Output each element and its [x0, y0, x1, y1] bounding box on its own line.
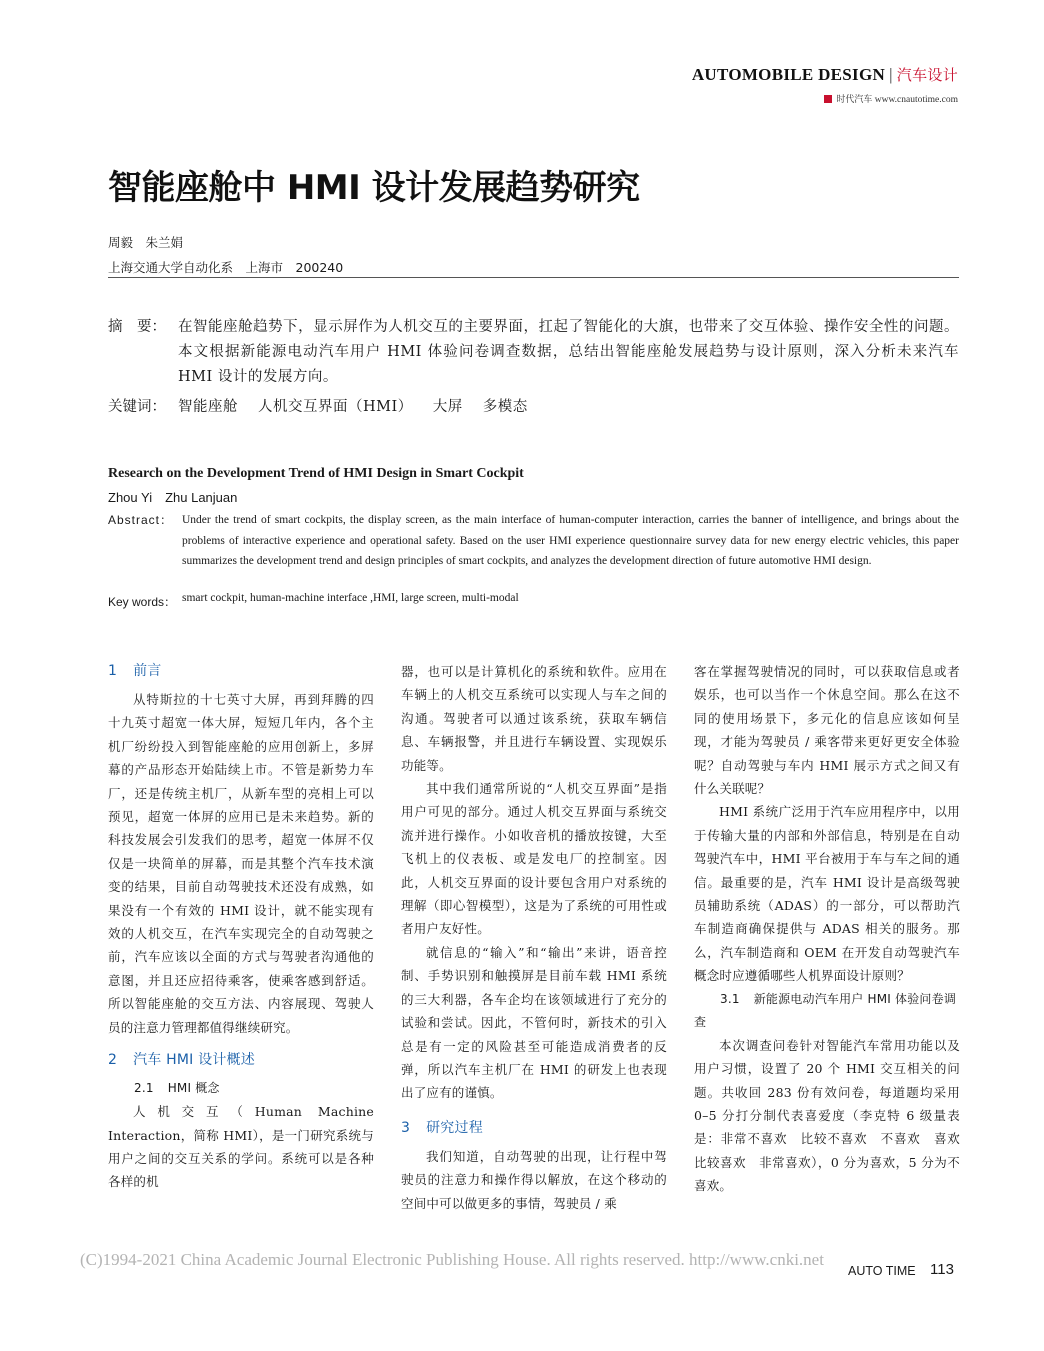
title-divider — [108, 277, 959, 278]
footer-journal-name: AUTO TIME — [848, 1264, 916, 1278]
keyword-cn: 多模态 — [482, 399, 528, 415]
brand-subline — [824, 92, 958, 105]
paragraph: 就信息的“输入”和“输出”来讲，语音控制、手势识别和触摸屏是目前车载 HMI 系统的三大利器，各车企均在该领域进行了充分的试验和尝试。因此，不管何时，新技术的引入总是有一定的风险甚至可能造成消费者的反弹，所以汽车主机厂在 HMI 的研发上也表现出了应有的谨慎。 — [401, 944, 667, 1101]
brand-chinese: 汽车设计 — [896, 66, 958, 84]
paragraph: 本次调查问卷针对智能汽车常用功能以及用户习惯，设置了 20 个 HMI 交互相关的问题。共收回 283 份有效问卷，每道题均采用 0–5 分打分制代表喜爱度（李克特 6 级量表是：非常不喜欢 比较不喜欢 不喜欢 喜欢 比较喜欢 非常喜欢），0 分为喜欢，5 分为不喜欢。 — [694, 1037, 973, 1194]
paragraph: 客在掌握驾驶情况的同时，可以获取信息或者娱乐，也可以当作一个休息空间。那么在这不同的使用场景下，多元化的信息应该如何呈现，才能为驾驶员 / 乘客带来更好更安全体验呢？自动驾驶与车内 HMI 展示方式之间又有什么关联呢？ — [694, 664, 960, 797]
paragraph: HMI 系统广泛用于汽车应用程序中，以用于传输大量的内部和外部信息，特别是在自动驾驶汽车中，HMI 平台被用于车与车之间的通信。最重要的是，汽车 HMI 设计是高级驾驶员辅助系统（ADAS）的一部分，可以帮助汽车制造商确保提供与 ADAS 相关的服务。那么，汽车制造商和 OEM 在开发自动驾驶汽车概念时应遵循哪些人机界面设计原则？ — [694, 804, 960, 984]
subsection-heading: 2.1 HMI 概念 — [134, 1081, 220, 1096]
section-heading: 3 研究过程 — [401, 1119, 483, 1136]
paragraph: 人机交互（Human Machine Interaction，简称 HMI），是一门研究系统与用户之间的交互关系的学问。系统可以是各种各样的机 — [108, 1104, 374, 1190]
keyword-cn: 大屏 — [432, 399, 463, 415]
paragraph: 器，也可以是计算机化的系统和软件。应用在车辆上的人机交互系统可以实现人与车之间的沟通。驾驶者可以通过该系统，获取车辆信息、车辆报警，并且进行车辆设置、实现娱乐功能等。 — [401, 664, 667, 773]
abstract-cn — [108, 315, 959, 385]
keyword-cn: 人机交互界面（HMI） — [258, 399, 413, 415]
body-column-2 — [401, 660, 667, 1215]
brand-english: AUTOMOBILE DESIGN — [691, 65, 886, 84]
keyword-cn: 智能座舱 — [178, 399, 238, 415]
paragraph: 我们知道，自动驾驶的出现，让行程中驾驶员的注意力和操作得以解放，在这个移动的空间中可以做更多的事情，驾驶员 / 乘 — [401, 1148, 667, 1211]
abstract-cn-label: 摘 要： — [108, 319, 166, 335]
keywords-cn — [108, 395, 959, 420]
abstract-en-label: Abstract： — [108, 513, 174, 527]
journal-brand — [692, 64, 958, 85]
subsection-heading: 3.1 新能源电动汽车用户 HMI 体验问卷调查 — [694, 991, 957, 1029]
body-column-1 — [108, 660, 374, 1194]
brand-url[interactable]: www.cnautotime.com — [874, 95, 958, 105]
keywords-en-label: Key words： — [108, 595, 177, 609]
english-authors: Zhou Yi Zhu Lanjuan — [108, 490, 238, 505]
body-column-3 — [694, 660, 973, 1198]
article-affiliation: 上海交通大学自动化系 上海市 200240 — [108, 260, 344, 275]
article-title: 智能座舱中 HMI 设计发展趋势研究 — [108, 168, 640, 208]
abstract-cn-text: 在智能座舱趋势下，显示屏作为人机交互的主要界面，扛起了智能化的大旗，也带来了交互体验、操作安全性的问题。本文根据新能源电动汽车用户 HMI 体验问卷调查数据，总结出智能座舱发展趋势与设计原则，深入分析未来汽车 HMI 设计的发展方向。 — [178, 319, 959, 385]
page-number: 113 — [930, 1261, 954, 1278]
brand-sub-cn: 时代汽车 — [836, 95, 873, 105]
paragraph: 其中我们通常所说的“人机交互界面”是指用户可见的部分。通过人机交互界面与系统交流并进行操作。小如收音机的播放按键，大至飞机上的仪表板、或是发电厂的控制室。因此，人机交互界面的设计要包含用户对系统的理解（即心智模型），这是为了系统的可用性或者用户友好性。 — [401, 781, 667, 937]
english-title: Research on the Development Trend of HMI Design in Smart Cockpit — [108, 466, 524, 481]
brand-separator: | — [889, 65, 893, 84]
section-heading: 1 前言 — [108, 663, 162, 679]
keywords-en-text: smart cockpit, human-machine interface ,HMI, large screen, multi-modal — [182, 592, 519, 604]
keywords-cn-label: 关键词： — [108, 399, 166, 415]
abstract-en-text: Under the trend of smart cockpits, the display screen, as the main interface of human-computer interaction, carries the banner of intelligence, and brings about the problems of interactive experience and operational safety. Based on the user HMI experience questionnaire survey data for new energy electric vehicles, this paper summarizes the development trend and design principles of smart cockpits, and analyzes the development direction of future automotive HMI design. — [182, 514, 959, 567]
section-heading: 2 汽车 HMI 设计概述 — [108, 1052, 255, 1069]
brand-logo-icon — [824, 95, 832, 103]
paragraph: 从特斯拉的十七英寸大屏，再到拜腾的四十九英寸超宽一体大屏，短短几年内，各个主机厂纷纷投入到智能座舱的应用创新上，多屏幕的产品形态开始陆续上市。不管是新势力车厂，还是传统主机厂，从新车型的亮相上可以预见，超宽一体屏的应用已是未来趋势。新的科技发展会引发我们的思考，超宽一体屏不仅仅是一块简单的屏幕，而是其整个汽车技术演变的结果，目前自动驾驶技术还没有成熟，如果没有一个有效的 HMI 设计，就不能实现有效的人机交互，在汽车实现完全的自动驾驶之前，汽车应该以全面的方式与驾驶者沟通他的意图，并且还应招待乘客，使乘客感到舒适。所以智能座舱的交互方法、内容展现、驾驶人员的注意力管理都值得继续研究。 — [108, 692, 374, 1035]
copyright-notice: (C)1994-2021 China Academic Journal Electronic Publishing House. All rights reserved. http://www.cnki.net — [80, 1250, 824, 1269]
article-authors: 周毅 朱兰娟 — [108, 235, 184, 250]
